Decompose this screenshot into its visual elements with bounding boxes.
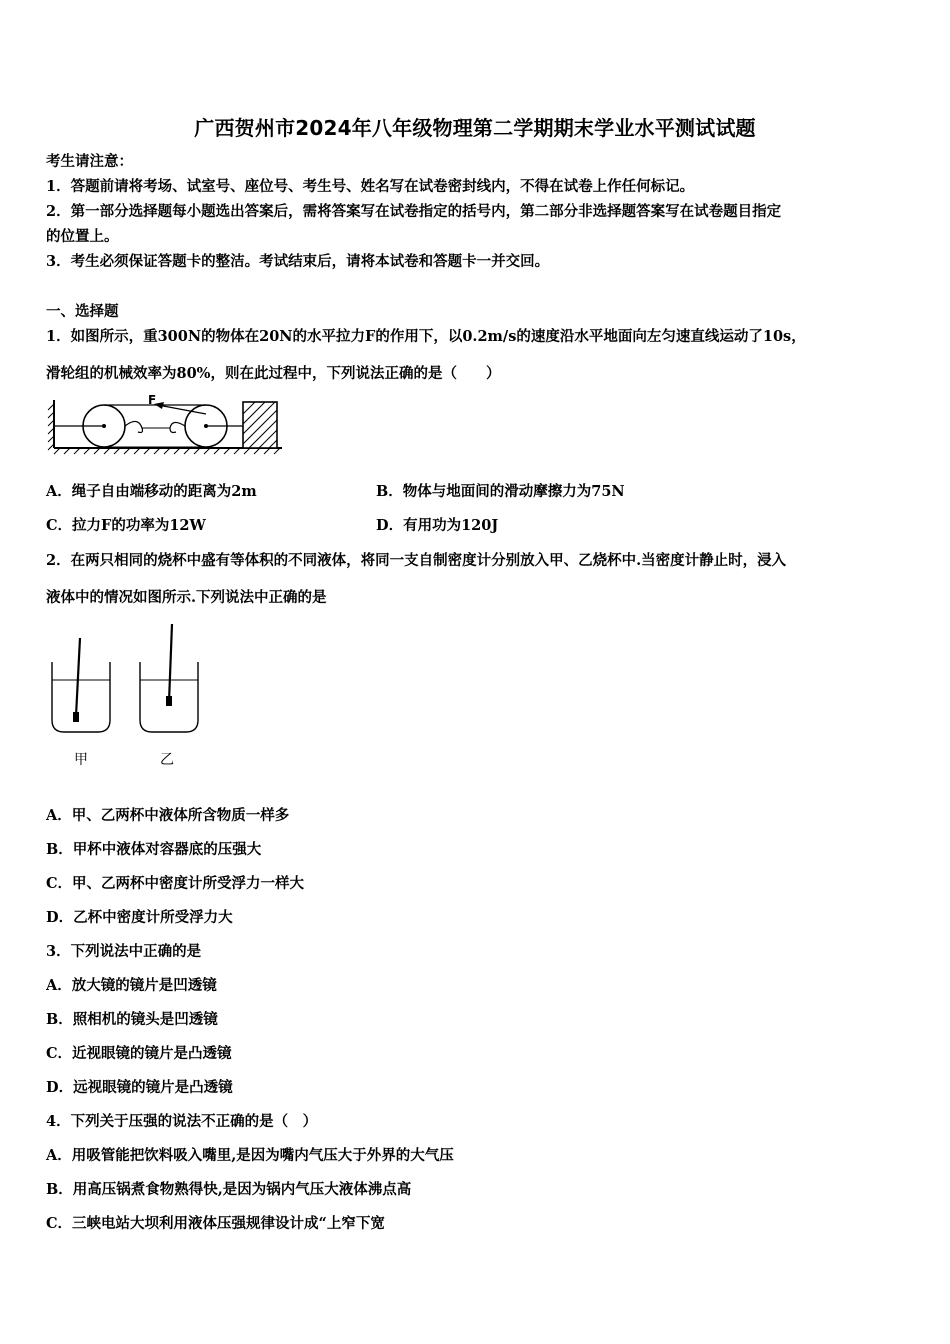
option-a: A．用吸管能把饮料吸入嘴里,是因为嘴内气压大于外界的大气压 — [46, 1147, 454, 1164]
notice-item: 2．第一部分选择题每小题选出答案后，需将答案写在试卷指定的括号内，第二部分非选择题答案写在试卷题目指定 — [46, 203, 782, 220]
question-1-stem: 1．如图所示，重300N的物体在20N的水平拉力F的作用下，以0.2m/s的速度沿水平地面向左匀速直线运动了10s， — [46, 328, 806, 345]
exam-title: 广西贺州市2024年八年级物理第二学期期末学业水平测试试题 — [194, 116, 756, 140]
option-c: C．近视眼镜的镜片是凸透镜 — [46, 1045, 232, 1062]
option-a: A．甲、乙两杯中液体所含物质一样多 — [46, 807, 290, 824]
question-4-stem: 4．下列关于压强的说法不正确的是（ ） — [46, 1113, 318, 1130]
section-heading: 一、选择题 — [46, 303, 119, 320]
option-b: B．物体与地面间的滑动摩擦力为75N — [376, 483, 625, 500]
option-d: D．远视眼镜的镜片是凸透镜 — [46, 1079, 233, 1096]
option-a: A．放大镜的镜片是凹透镜 — [46, 977, 217, 994]
question-1-stem: 滑轮组的机械效率为80%，则在此过程中，下列说法正确的是（ ） — [46, 365, 501, 382]
option-b: B．甲杯中液体对容器底的压强大 — [46, 841, 262, 858]
option-c: C．三峡电站大坝利用液体压强规律设计成“上窄下宽 — [46, 1215, 385, 1232]
option-c: C．拉力F的功率为12W — [46, 517, 206, 534]
option-d: D．乙杯中密度计所受浮力大 — [46, 909, 233, 926]
option-d: D．有用功为120J — [376, 517, 499, 534]
pulley-system-figure — [46, 392, 286, 462]
notice-heading: 考生请注意： — [46, 153, 133, 170]
option-c: C．甲、乙两杯中密度计所受浮力一样大 — [46, 875, 305, 892]
option-b: B．照相机的镜头是凹透镜 — [46, 1011, 218, 1028]
notice-item: 的位置上。 — [46, 228, 119, 245]
question-2-stem: 2．在两只相同的烧杯中盛有等体积的不同液体，将同一支自制密度计分别放入甲、乙烧杯中.当密度计静止时，浸入 — [46, 552, 787, 569]
question-2-stem: 液体中的情况如图所示.下列说法中正确的是 — [46, 589, 327, 606]
option-a: A．绳子自由端移动的距离为2m — [46, 483, 257, 500]
beaker-label-yi: 乙 — [160, 752, 174, 768]
hydrometer-beakers-figure — [44, 620, 224, 770]
notice-item: 1．答题前请将考场、试室号、座位号、考生号、姓名写在试卷密封线内，不得在试卷上作任何标记。 — [46, 178, 695, 195]
force-label: F — [148, 393, 157, 407]
notice-item: 3．考生必须保证答题卡的整洁。考试结束后，请将本试卷和答题卡一并交回。 — [46, 253, 550, 270]
beaker-label-jia: 甲 — [74, 752, 88, 768]
option-b: B．用高压锅煮食物熟得快,是因为锅内气压大液体沸点高 — [46, 1181, 412, 1198]
question-3-stem: 3．下列说法中正确的是 — [46, 943, 202, 960]
